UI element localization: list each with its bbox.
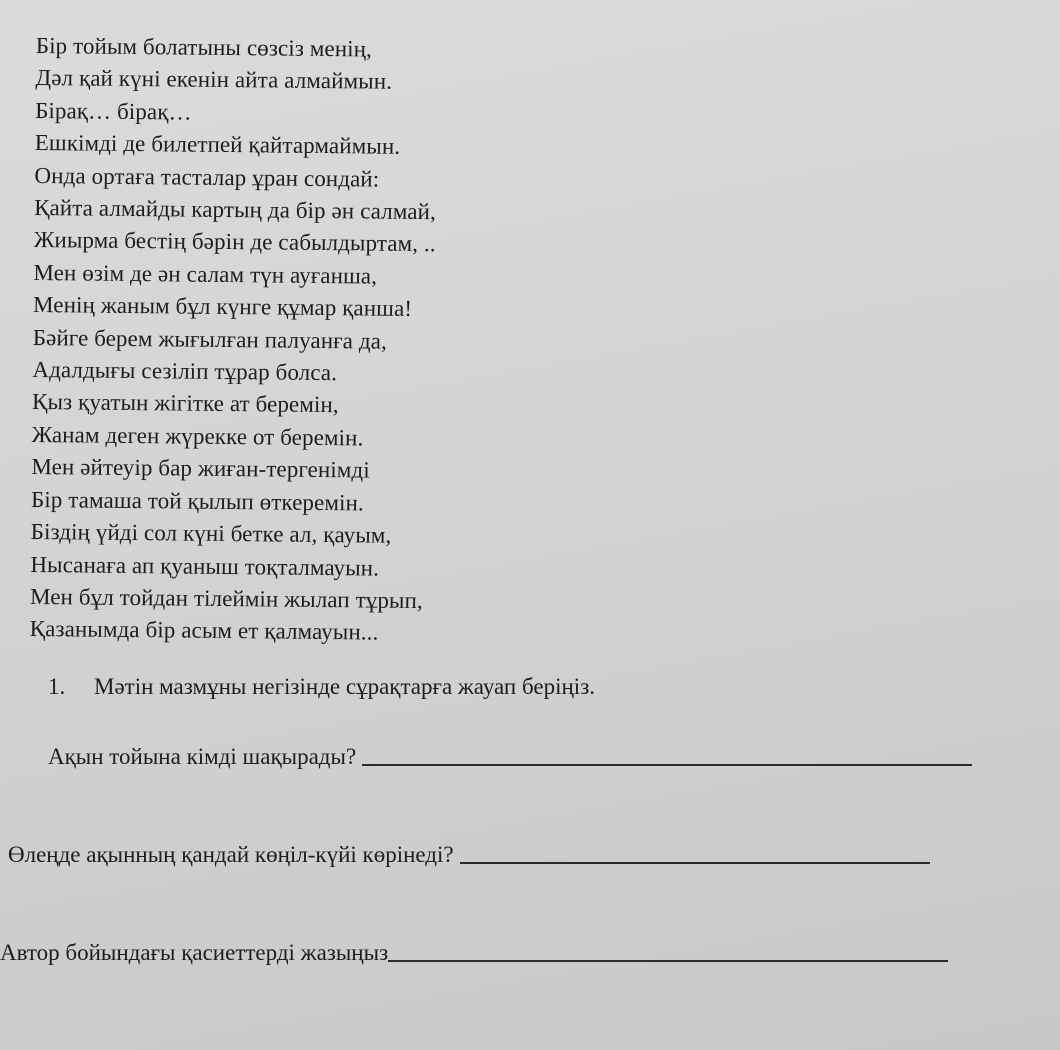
question-text: Автор бойындағы қасиеттерді жазыңыз — [0, 940, 389, 965]
poem-line: Менің жаным бұл күнге құмар қанша! — [32, 292, 413, 322]
poem-line: Ешкімді де билетпей қайтармаймын. — [34, 130, 401, 160]
poem-line: Онда ортаға тасталар ұран сондай: — [34, 162, 380, 192]
poem — [30, 30, 438, 650]
question-3 — [0, 940, 948, 966]
task-instruction — [48, 674, 595, 700]
answer-line[interactable] — [460, 862, 930, 864]
poem-line: Бір тойым болатыны сөзсіз менің, — [35, 32, 373, 62]
question-1 — [48, 744, 972, 770]
poem-line: Мен әйтеуір бар жиған-тергенімді — [31, 454, 370, 483]
answer-line[interactable] — [388, 960, 948, 962]
answer-line[interactable] — [362, 764, 972, 766]
question-text: Өлеңде ақынның қандай көңіл-күйі көрінеді? — [8, 842, 454, 867]
poem-line: Мен бұл тойдан тілеймін жылап тұрып, — [29, 583, 423, 613]
poem-line: Қыз қуатын жігітке ат беремін, — [31, 389, 339, 418]
question-2 — [8, 842, 930, 868]
poem-line: Адалдығы сезіліп тұрар болса. — [32, 357, 338, 386]
poem-line: Қазанымда бір асым ет қалмауын... — [29, 616, 379, 645]
poem-line: Қайта алмайды картың да бір ән салмай, — [34, 195, 437, 225]
poem-line: Жанам деген жүрекке от беремін. — [31, 421, 364, 451]
poem-line: Бір тамаша той қылып өткеремін. — [30, 486, 364, 516]
poem-line: Бірақ… бірақ… — [35, 97, 192, 125]
poem-line: Бәйге берем жығылған палуанға да, — [32, 324, 388, 354]
poem-line: Дәл қай күні екенін айта алмаймын. — [35, 65, 393, 95]
task-number: 1. — [48, 674, 66, 699]
poem-line: Жиырма бестің бәрін де сабылдыртам, .. — [33, 227, 436, 257]
poem-line: Нысанаға ап қуаныш тоқталмауын. — [30, 551, 380, 581]
poem-line: Біздің үйді сол күні бетке ал, қауым, — [30, 519, 392, 548]
task-text: Мәтін мазмұны негізінде сұрақтарға жауап беріңіз. — [94, 674, 596, 699]
poem-line: Мен өзім де ән салам түн ауғанша, — [33, 259, 378, 289]
question-text: Ақын тойына кімді шақырады? — [48, 744, 357, 769]
